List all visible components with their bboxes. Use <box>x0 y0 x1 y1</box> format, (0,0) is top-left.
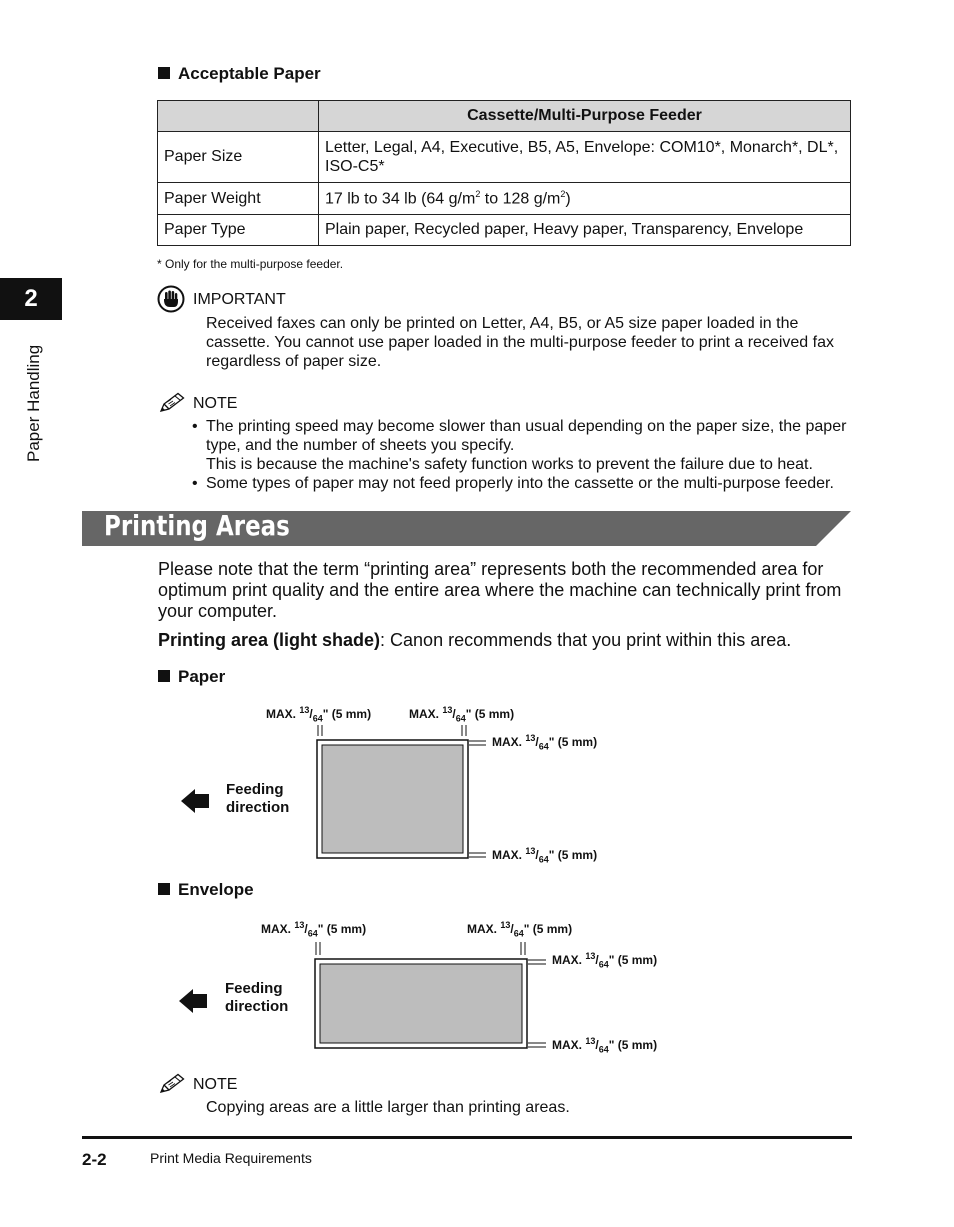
hand-stop-icon <box>157 285 185 318</box>
table-footnote: * Only for the multi-purpose feeder. <box>157 257 344 271</box>
note-text: Copying areas are a little larger than printing areas. <box>206 1099 570 1116</box>
envelope-margin-label-top: MAX. $^{13}/_{64}$" (5 mm) <box>552 951 658 970</box>
list-item: • Some types of paper may not feed properly into the cassette or the multi-purpose feeder. <box>192 475 834 492</box>
paper-printing-area-diagram <box>300 722 500 864</box>
square-bullet-icon <box>158 67 170 79</box>
printing-areas-intro: Please note that the term “printing area” represents both the recommended area for optimum print quality and the entire area where the machine can technically print from your computer. <box>158 559 842 621</box>
feed-arrow-left-icon <box>181 789 211 813</box>
paper-margin-label-bottom: MAX. $^{13}/_{64}$" (5 mm) <box>492 846 598 865</box>
square-bullet-icon <box>158 883 170 895</box>
paper-feeding-direction-label: Feeding direction <box>226 781 290 816</box>
bullet-icon: • <box>192 418 198 435</box>
table-row <box>158 215 851 246</box>
footer-page-number: 2-2 <box>82 1150 107 1169</box>
table-header-cell: Cassette/Multi-Purpose Feeder <box>319 101 851 132</box>
envelope-margin-label-bottom: MAX. $^{13}/_{64}$" (5 mm) <box>552 1036 658 1055</box>
section-heading-acceptable-paper: Acceptable Paper <box>158 64 321 84</box>
note-heading: NOTE <box>193 1076 238 1093</box>
section-heading-paper: Paper <box>158 667 225 687</box>
envelope-margin-label-right: MAX. $^{13}/_{64}$" (5 mm) <box>467 920 573 939</box>
important-heading: IMPORTANT <box>193 291 286 308</box>
section-heading-envelope: Envelope <box>158 880 254 900</box>
paper-margin-label-right: MAX. $^{13}/_{64}$" (5 mm) <box>409 705 515 724</box>
table-row <box>158 132 851 183</box>
table-header-row <box>158 101 851 132</box>
note-list <box>192 417 856 493</box>
note-heading: NOTE <box>193 395 238 412</box>
paper-margin-label-left: MAX. $^{13}/_{64}$" (5 mm) <box>266 705 372 724</box>
chapter-tab-number: 2 <box>0 278 62 320</box>
list-item: • The printing speed may become slower than usual depending on the paper size, the paper type, and the number of sheets you specify. This is because the machine's safety function works to prevent the failure due to heat. <box>192 418 847 473</box>
section-title-printing-areas: Printing Areas <box>104 509 290 542</box>
footer-chapter-title: Print Media Requirements <box>150 1150 312 1166</box>
printing-area-shade-note: Printing area (light shade): Canon recommends that you print within this area. <box>158 630 792 650</box>
table-cell-label: Paper Size <box>158 132 319 183</box>
table-cell-value: 17 lb to 34 lb (64 $g/m^2$ to 128 $g/m^2$) <box>319 183 851 215</box>
pencil-note-icon <box>158 1073 186 1100</box>
pencil-note-icon <box>158 392 186 419</box>
table-cell-value: Letter, Legal, A4, Executive, B5, A5, Envelope: COM10*, Monarch*, DL*, ISO-C5* <box>319 132 851 183</box>
acceptable-paper-table <box>157 100 851 246</box>
chapter-tab-label: Paper Handling <box>24 344 43 462</box>
table-header-cell <box>158 101 319 132</box>
table-cell-label: Paper Weight <box>158 183 319 215</box>
footer-rule <box>82 1136 852 1139</box>
bullet-icon: • <box>192 475 198 492</box>
important-text: Received faxes can only be printed on Letter, A4, B5, or A5 size paper loaded in the cassette. You cannot use paper loaded in the multi-purpose feeder to print a received fax regardless of paper size. <box>206 315 834 370</box>
feed-arrow-left-icon <box>179 989 209 1013</box>
envelope-printing-area-diagram <box>300 938 550 1052</box>
envelope-margin-label-left: MAX. $^{13}/_{64}$" (5 mm) <box>261 920 367 939</box>
envelope-feeding-direction-label: Feeding direction <box>225 980 289 1015</box>
square-bullet-icon <box>158 670 170 682</box>
table-cell-value: Plain paper, Recycled paper, Heavy paper, Transparency, Envelope <box>319 215 851 246</box>
table-cell-label: Paper Type <box>158 215 319 246</box>
paper-margin-label-top: MAX. $^{13}/_{64}$" (5 mm) <box>492 733 598 752</box>
table-row <box>158 183 851 215</box>
